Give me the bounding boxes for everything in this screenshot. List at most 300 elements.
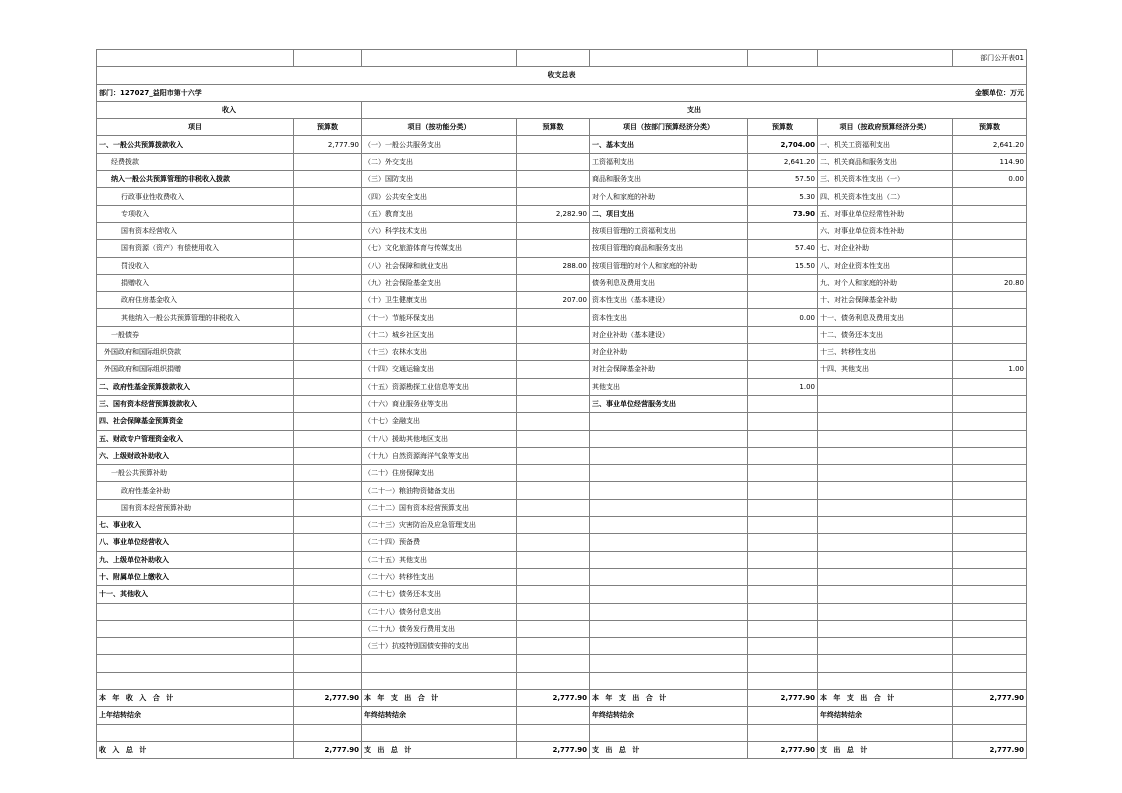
table-row xyxy=(97,534,1027,551)
item-cell: 罚没收入 xyxy=(97,257,294,274)
budget-amount-cell xyxy=(953,309,1027,326)
budget-amount-cell xyxy=(748,551,818,568)
budget-amount-cell xyxy=(294,465,362,482)
table-row xyxy=(97,153,1027,170)
item-cell xyxy=(818,430,953,447)
budget-amount-cell xyxy=(748,430,818,447)
item-cell: 年终结转结余 xyxy=(590,707,748,724)
item-cell xyxy=(97,603,294,620)
budget-amount-cell: 1.00 xyxy=(748,378,818,395)
item-cell xyxy=(97,672,294,689)
item-cell: 三、机关资本性支出（一） xyxy=(818,171,953,188)
budget-amount-cell xyxy=(953,603,1027,620)
item-cell: 本 年 支 出 合 计 xyxy=(818,689,953,706)
column-header: 项目（按政府预算经济分类） xyxy=(818,119,953,136)
column-header: 预算数 xyxy=(748,119,818,136)
budget-amount-cell xyxy=(953,638,1027,655)
budget-amount-cell xyxy=(517,274,590,291)
item-cell: 支 出 总 计 xyxy=(362,741,517,758)
table-row xyxy=(97,430,1027,447)
budget-amount-cell xyxy=(748,620,818,637)
budget-amount-cell xyxy=(517,603,590,620)
budget-amount-cell: 2,777.90 xyxy=(953,741,1027,758)
item-cell xyxy=(818,655,953,672)
budget-amount-cell: 57.50 xyxy=(748,171,818,188)
item-cell xyxy=(590,499,748,516)
budget-amount-cell xyxy=(517,482,590,499)
budget-amount-cell: 114.90 xyxy=(953,153,1027,170)
budget-amount-cell: 2,777.90 xyxy=(294,689,362,706)
budget-amount-cell xyxy=(517,568,590,585)
item-cell: 年终结转结余 xyxy=(362,707,517,724)
table-row xyxy=(97,274,1027,291)
item-cell: 行政事业性收费收入 xyxy=(97,188,294,205)
table-row xyxy=(97,309,1027,326)
expenditure-section-header: 支出 xyxy=(362,101,1027,118)
budget-sheet xyxy=(96,49,1026,759)
item-cell: 按项目管理的工资福利支出 xyxy=(590,222,748,239)
budget-amount-cell xyxy=(953,620,1027,637)
item-cell xyxy=(818,620,953,637)
item-cell: 五、对事业单位经常性补助 xyxy=(818,205,953,222)
item-cell xyxy=(97,638,294,655)
budget-amount-cell xyxy=(517,171,590,188)
budget-amount-cell xyxy=(748,724,818,741)
budget-amount-cell xyxy=(953,534,1027,551)
item-cell xyxy=(818,534,953,551)
budget-amount-cell xyxy=(748,413,818,430)
budget-amount-cell xyxy=(517,724,590,741)
item-cell: （二十五）其他支出 xyxy=(362,551,517,568)
budget-amount-cell xyxy=(294,707,362,724)
item-cell: （二十七）债务还本支出 xyxy=(362,586,517,603)
income-section-header: 收入 xyxy=(97,101,362,118)
item-cell: 八、对企业资本性支出 xyxy=(818,257,953,274)
budget-amount-cell: 1.00 xyxy=(953,361,1027,378)
budget-amount-cell xyxy=(517,499,590,516)
item-cell: 对个人和家庭的补助 xyxy=(590,188,748,205)
column-header: 预算数 xyxy=(953,119,1027,136)
item-cell: （十九）自然资源海洋气象等支出 xyxy=(362,447,517,464)
budget-amount-cell xyxy=(748,447,818,464)
budget-amount-cell xyxy=(294,222,362,239)
item-cell xyxy=(590,517,748,534)
budget-amount-cell xyxy=(953,205,1027,222)
column-header: 项目（按部门预算经济分类） xyxy=(590,119,748,136)
budget-amount-cell: 2,777.90 xyxy=(294,136,362,153)
item-cell xyxy=(590,568,748,585)
item-cell: 十一、债务利息及费用支出 xyxy=(818,309,953,326)
budget-amount-cell xyxy=(517,395,590,412)
item-cell: 五、财政专户管理资金收入 xyxy=(97,430,294,447)
budget-amount-cell xyxy=(953,586,1027,603)
column-header: 项目（按功能分类） xyxy=(362,119,517,136)
item-cell: 支 出 总 计 xyxy=(590,741,748,758)
item-cell: 外国政府和国际组织捐赠 xyxy=(97,361,294,378)
summary-table xyxy=(96,49,1027,759)
item-cell: （一）一般公共服务支出 xyxy=(362,136,517,153)
item-cell: 国有资本经营收入 xyxy=(97,222,294,239)
item-cell: 对企业补助 xyxy=(590,344,748,361)
item-cell: （二十三）灾害防治及应急管理支出 xyxy=(362,517,517,534)
budget-amount-cell xyxy=(748,638,818,655)
item-cell: 债务利息及费用支出 xyxy=(590,274,748,291)
budget-amount-cell xyxy=(294,344,362,361)
item-cell: 本 年 支 出 合 计 xyxy=(362,689,517,706)
budget-amount-cell xyxy=(294,171,362,188)
item-cell: 十二、债务还本支出 xyxy=(818,326,953,343)
budget-amount-cell xyxy=(517,447,590,464)
item-cell xyxy=(362,672,517,689)
budget-amount-cell: 288.00 xyxy=(517,257,590,274)
item-cell: （二十）住房保障支出 xyxy=(362,465,517,482)
item-cell: （三）国防支出 xyxy=(362,171,517,188)
item-cell: 一般债券 xyxy=(97,326,294,343)
table-row xyxy=(97,292,1027,309)
budget-amount-cell xyxy=(748,292,818,309)
item-cell xyxy=(818,465,953,482)
item-cell: （十五）资源勘探工业信息等支出 xyxy=(362,378,517,395)
item-cell: （十四）交通运输支出 xyxy=(362,361,517,378)
item-cell: 三、国有资本经营预算拨款收入 xyxy=(97,395,294,412)
budget-amount-cell xyxy=(517,222,590,239)
budget-amount-cell xyxy=(294,603,362,620)
budget-amount-cell xyxy=(748,517,818,534)
budget-amount-cell xyxy=(748,361,818,378)
budget-amount-cell: 20.80 xyxy=(953,274,1027,291)
item-cell xyxy=(590,534,748,551)
item-cell: 十、附属单位上缴收入 xyxy=(97,568,294,585)
unit-label: 金额单位：万元 xyxy=(818,84,1027,101)
budget-amount-cell: 2,777.90 xyxy=(953,689,1027,706)
table-row xyxy=(97,257,1027,274)
total-row xyxy=(97,707,1027,724)
budget-amount-cell: 2,777.90 xyxy=(294,741,362,758)
budget-amount-cell: 2,704.00 xyxy=(748,136,818,153)
budget-amount-cell xyxy=(294,638,362,655)
item-cell: 收 入 总 计 xyxy=(97,741,294,758)
budget-amount-cell xyxy=(294,257,362,274)
item-cell: 一般公共预算补助 xyxy=(97,465,294,482)
budget-amount-cell xyxy=(953,568,1027,585)
item-cell: （四）公共安全支出 xyxy=(362,188,517,205)
item-cell: 本 年 收 入 合 计 xyxy=(97,689,294,706)
budget-amount-cell xyxy=(748,672,818,689)
budget-amount-cell: 2,777.90 xyxy=(748,689,818,706)
budget-amount-cell xyxy=(517,136,590,153)
column-header: 预算数 xyxy=(294,119,362,136)
budget-amount-cell xyxy=(294,205,362,222)
item-cell: （九）社会保险基金支出 xyxy=(362,274,517,291)
budget-amount-cell xyxy=(294,551,362,568)
item-cell xyxy=(818,568,953,585)
item-cell: 一、机关工资福利支出 xyxy=(818,136,953,153)
budget-amount-cell xyxy=(517,672,590,689)
budget-amount-cell xyxy=(517,413,590,430)
budget-amount-cell xyxy=(748,499,818,516)
table-row xyxy=(97,655,1027,672)
table-row xyxy=(97,413,1027,430)
item-cell: 工资福利支出 xyxy=(590,153,748,170)
table-row xyxy=(97,188,1027,205)
item-cell xyxy=(590,413,748,430)
budget-amount-cell xyxy=(294,274,362,291)
table-row xyxy=(97,171,1027,188)
item-cell: 二、机关商品和服务支出 xyxy=(818,153,953,170)
item-cell xyxy=(818,447,953,464)
item-cell xyxy=(818,499,953,516)
item-cell xyxy=(818,378,953,395)
budget-amount-cell xyxy=(294,309,362,326)
budget-amount-cell xyxy=(517,361,590,378)
budget-amount-cell: 0.00 xyxy=(748,309,818,326)
item-cell: 九、对个人和家庭的补助 xyxy=(818,274,953,291)
budget-amount-cell xyxy=(517,655,590,672)
item-cell xyxy=(590,586,748,603)
item-cell xyxy=(590,638,748,655)
item-cell: 年终结转结余 xyxy=(818,707,953,724)
budget-amount-cell xyxy=(748,465,818,482)
item-cell: 商品和服务支出 xyxy=(590,171,748,188)
item-cell: 本 年 支 出 合 计 xyxy=(590,689,748,706)
budget-amount-cell xyxy=(748,344,818,361)
budget-amount-cell: 2,641.20 xyxy=(953,136,1027,153)
item-cell: 国有资源（资产）有偿使用收入 xyxy=(97,240,294,257)
table-row xyxy=(97,361,1027,378)
budget-amount-cell xyxy=(294,413,362,430)
budget-amount-cell xyxy=(294,240,362,257)
budget-amount-cell xyxy=(517,534,590,551)
item-cell: （二十四）预备费 xyxy=(362,534,517,551)
item-cell xyxy=(590,672,748,689)
budget-amount-cell xyxy=(953,724,1027,741)
item-cell: 国有资本经营预算补助 xyxy=(97,499,294,516)
budget-amount-cell xyxy=(748,326,818,343)
budget-amount-cell xyxy=(517,378,590,395)
item-cell: （二）外交支出 xyxy=(362,153,517,170)
item-cell: 资本性支出（基本建设） xyxy=(590,292,748,309)
item-cell: 按项目管理的对个人和家庭的补助 xyxy=(590,257,748,274)
table-row xyxy=(97,586,1027,603)
item-cell xyxy=(362,655,517,672)
table-row xyxy=(97,344,1027,361)
budget-amount-cell xyxy=(748,586,818,603)
budget-amount-cell xyxy=(294,430,362,447)
column-header-row xyxy=(97,119,1027,136)
budget-amount-cell xyxy=(953,326,1027,343)
item-cell: （二十六）转移性支出 xyxy=(362,568,517,585)
budget-amount-cell xyxy=(517,326,590,343)
item-cell: （十七）金融支出 xyxy=(362,413,517,430)
form-code: 部门公开表01 xyxy=(953,50,1027,67)
budget-amount-cell xyxy=(517,309,590,326)
budget-amount-cell: 2,777.90 xyxy=(517,741,590,758)
budget-amount-cell: 207.00 xyxy=(517,292,590,309)
budget-amount-cell xyxy=(517,344,590,361)
budget-amount-cell xyxy=(517,153,590,170)
budget-amount-cell xyxy=(294,724,362,741)
item-cell: 政府性基金补助 xyxy=(97,482,294,499)
budget-amount-cell xyxy=(953,222,1027,239)
budget-amount-cell xyxy=(294,361,362,378)
item-cell xyxy=(590,620,748,637)
budget-amount-cell xyxy=(294,620,362,637)
item-cell: 四、社会保障基金预算资金 xyxy=(97,413,294,430)
page-title: 收支总表 xyxy=(97,67,1027,84)
budget-amount-cell xyxy=(748,568,818,585)
item-cell: 十一、其他收入 xyxy=(97,586,294,603)
budget-amount-cell: 2,777.90 xyxy=(517,689,590,706)
budget-amount-cell: 2,282.90 xyxy=(517,205,590,222)
item-cell: 外国政府和国际组织贷款 xyxy=(97,344,294,361)
budget-amount-cell xyxy=(294,395,362,412)
budget-amount-cell xyxy=(953,447,1027,464)
budget-amount-cell xyxy=(953,707,1027,724)
item-cell xyxy=(818,603,953,620)
budget-amount-cell xyxy=(517,707,590,724)
item-cell: （十）卫生健康支出 xyxy=(362,292,517,309)
budget-amount-cell xyxy=(953,517,1027,534)
budget-amount-cell xyxy=(748,603,818,620)
item-cell: （十一）节能环保支出 xyxy=(362,309,517,326)
budget-amount-cell xyxy=(953,551,1027,568)
item-cell: 其他支出 xyxy=(590,378,748,395)
budget-amount-cell xyxy=(517,586,590,603)
budget-amount-cell xyxy=(294,188,362,205)
item-cell xyxy=(818,413,953,430)
budget-amount-cell xyxy=(953,413,1027,430)
table-row xyxy=(97,447,1027,464)
budget-amount-cell xyxy=(953,188,1027,205)
item-cell: 八、事业单位经营收入 xyxy=(97,534,294,551)
item-cell xyxy=(818,724,953,741)
item-cell xyxy=(818,672,953,689)
item-cell: （六）科学技术支出 xyxy=(362,222,517,239)
item-cell xyxy=(590,482,748,499)
item-cell: 十四、其他支出 xyxy=(818,361,953,378)
item-cell: 捐赠收入 xyxy=(97,274,294,291)
budget-amount-cell xyxy=(517,517,590,534)
item-cell: 七、事业收入 xyxy=(97,517,294,534)
item-cell: 对企业补助（基本建设） xyxy=(590,326,748,343)
column-header: 预算数 xyxy=(517,119,590,136)
item-cell xyxy=(590,465,748,482)
table-row xyxy=(97,499,1027,516)
budget-amount-cell xyxy=(294,482,362,499)
table-row xyxy=(97,568,1027,585)
budget-amount-cell xyxy=(748,534,818,551)
item-cell: （二十一）粮油物资储备支出 xyxy=(362,482,517,499)
item-cell: 支 出 总 计 xyxy=(818,741,953,758)
table-row xyxy=(97,672,1027,689)
budget-amount-cell xyxy=(953,499,1027,516)
budget-amount-cell xyxy=(953,465,1027,482)
budget-amount-cell xyxy=(953,240,1027,257)
table-row xyxy=(97,378,1027,395)
budget-amount-cell xyxy=(294,499,362,516)
budget-amount-cell xyxy=(517,430,590,447)
item-cell: 二、政府性基金预算拨款收入 xyxy=(97,378,294,395)
table-row xyxy=(97,620,1027,637)
budget-amount-cell xyxy=(294,534,362,551)
budget-amount-cell xyxy=(953,655,1027,672)
budget-amount-cell: 73.90 xyxy=(748,205,818,222)
table-row xyxy=(97,482,1027,499)
budget-amount-cell xyxy=(517,240,590,257)
budget-amount-cell xyxy=(748,655,818,672)
item-cell: 二、项目支出 xyxy=(590,205,748,222)
item-cell xyxy=(818,551,953,568)
budget-amount-cell xyxy=(517,620,590,637)
item-cell xyxy=(590,551,748,568)
table-row xyxy=(97,551,1027,568)
item-cell: 一、基本支出 xyxy=(590,136,748,153)
budget-amount-cell: 2,777.90 xyxy=(748,741,818,758)
budget-amount-cell xyxy=(953,395,1027,412)
budget-amount-cell xyxy=(748,274,818,291)
item-cell: （二十九）债务发行费用支出 xyxy=(362,620,517,637)
table-row xyxy=(97,205,1027,222)
item-cell: 纳入一般公共预算管理的非税收入拨款 xyxy=(97,171,294,188)
item-cell xyxy=(590,430,748,447)
item-cell: 三、事业单位经营服务支出 xyxy=(590,395,748,412)
item-cell: 经费拨款 xyxy=(97,153,294,170)
budget-amount-cell xyxy=(748,482,818,499)
budget-amount-cell xyxy=(517,638,590,655)
budget-amount-cell xyxy=(748,395,818,412)
table-row xyxy=(97,326,1027,343)
item-cell xyxy=(590,447,748,464)
budget-amount-cell xyxy=(517,188,590,205)
item-cell: 一、一般公共预算拨款收入 xyxy=(97,136,294,153)
budget-amount-cell xyxy=(748,222,818,239)
budget-amount-cell xyxy=(953,344,1027,361)
budget-amount-cell: 15.50 xyxy=(748,257,818,274)
table-row xyxy=(97,517,1027,534)
item-cell: （八）社会保障和就业支出 xyxy=(362,257,517,274)
budget-amount-cell xyxy=(953,292,1027,309)
table-row xyxy=(97,638,1027,655)
total-row xyxy=(97,741,1027,758)
table-row xyxy=(97,603,1027,620)
item-cell xyxy=(818,517,953,534)
item-cell: 六、对事业单位资本性补助 xyxy=(818,222,953,239)
item-cell xyxy=(97,655,294,672)
column-header: 项目 xyxy=(97,119,294,136)
item-cell xyxy=(818,586,953,603)
budget-amount-cell: 2,641.20 xyxy=(748,153,818,170)
item-cell: 上年结转结余 xyxy=(97,707,294,724)
budget-amount-cell xyxy=(294,292,362,309)
item-cell: （二十二）国有资本经营预算支出 xyxy=(362,499,517,516)
item-cell: 七、对企业补助 xyxy=(818,240,953,257)
total-row xyxy=(97,724,1027,741)
table-row xyxy=(97,240,1027,257)
department-label: 部门：127027_益阳市第十六学 xyxy=(97,84,818,101)
item-cell: 十三、转移性支出 xyxy=(818,344,953,361)
budget-amount-cell xyxy=(294,586,362,603)
budget-amount-cell xyxy=(294,517,362,534)
item-cell: （七）文化旅游体育与传媒支出 xyxy=(362,240,517,257)
item-cell: 九、上级单位补助收入 xyxy=(97,551,294,568)
budget-amount-cell xyxy=(953,672,1027,689)
budget-amount-cell xyxy=(294,568,362,585)
budget-amount-cell xyxy=(517,551,590,568)
budget-amount-cell xyxy=(294,378,362,395)
table-row xyxy=(97,395,1027,412)
item-cell: （五）教育支出 xyxy=(362,205,517,222)
item-cell xyxy=(818,482,953,499)
